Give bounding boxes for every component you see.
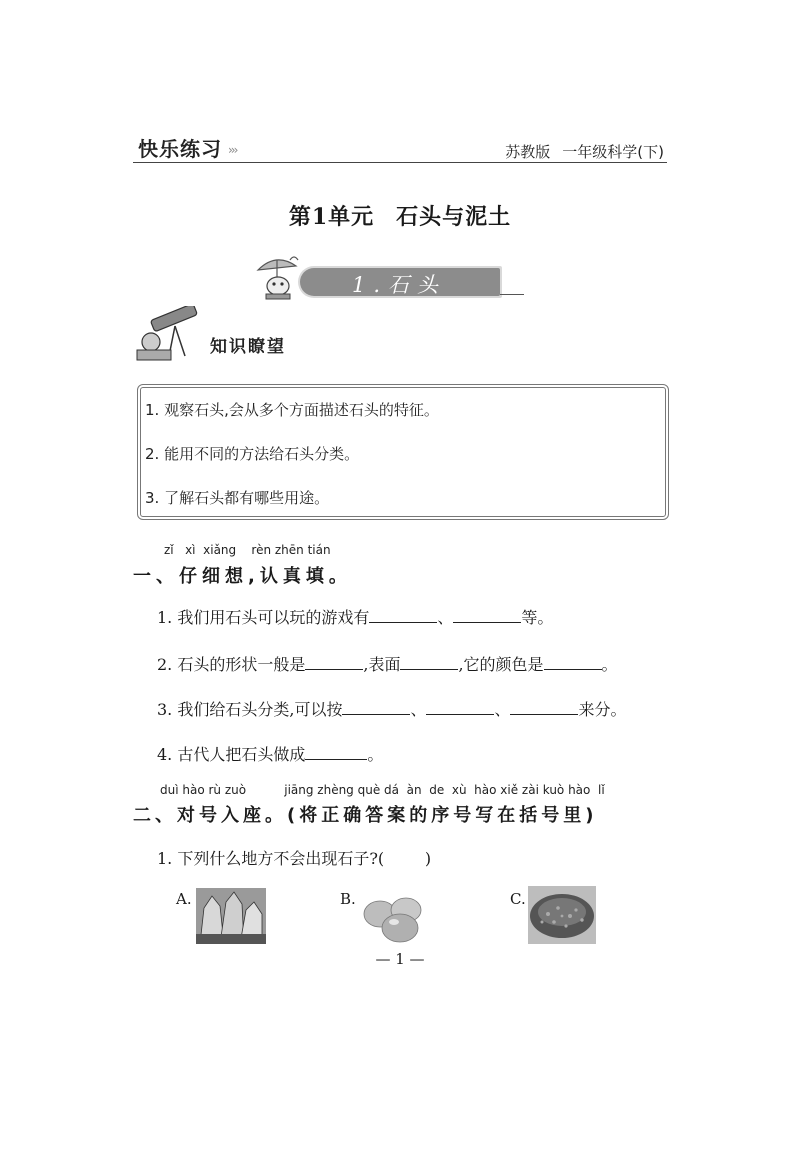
q1-text-a: 1. 我们用石头可以玩的游戏有 — [157, 608, 370, 627]
unit-title — [0, 200, 800, 231]
knowledge-item-3: 3. 了解石头都有哪些用途。 — [145, 489, 330, 507]
q3-text-d: 来分。 — [578, 700, 627, 719]
header-title: 快乐练习 — [138, 137, 222, 161]
option-c-label[interactable]: C. — [510, 890, 526, 908]
option-a-label[interactable]: A. — [176, 890, 192, 908]
mascot-umbrella-icon — [252, 250, 304, 302]
q1-text-b: 、 — [437, 608, 454, 627]
q2-text-d: 。 — [601, 655, 618, 674]
knowledge-item-2: 2. 能用不同的方法给石头分类。 — [145, 445, 360, 463]
q4-text-a: 4. 古代人把石头做成 — [157, 745, 306, 764]
banner-underline — [500, 294, 524, 295]
knowledge-title: 知识瞭望 — [210, 337, 286, 357]
q3-text-c: 、 — [494, 700, 511, 719]
q3-blank-2[interactable] — [426, 700, 494, 715]
question-1-4 — [157, 742, 383, 765]
question-2-1: 1. 下列什么地方不会出现石子?( ) — [157, 849, 432, 868]
q4-text-b: 。 — [367, 745, 384, 764]
telescope-icon — [133, 306, 205, 362]
q2-text-a: 2. 石头的形状一般是 — [157, 655, 306, 674]
q2-text-b: ,表面 — [363, 655, 401, 674]
header-course-info — [505, 141, 664, 162]
unit-label: 第1单元 — [288, 204, 375, 230]
q2-blank-1[interactable] — [305, 655, 363, 670]
section2-title: 二、对号入座。(将正确答案的序号写在括号里) — [133, 805, 598, 826]
publisher-label: 苏教版 — [505, 143, 551, 161]
q2-blank-2[interactable] — [400, 655, 458, 670]
question-1-1 — [157, 605, 553, 628]
q1-text-c: 等。 — [521, 608, 554, 627]
eggs-image[interactable] — [360, 892, 430, 944]
q2-blank-3[interactable] — [544, 655, 602, 670]
q2-text-c: ,它的颜色是 — [458, 655, 544, 674]
section1-pinyin: zǐ xì xiǎng rèn zhēn tián — [164, 543, 331, 557]
knowledge-item-1: 1. 观察石头,会从多个方面描述石头的特征。 — [145, 401, 439, 419]
section1-title: 一、仔细想,认真填。 — [133, 566, 352, 587]
q3-text-a: 3. 我们给石头分类,可以按 — [157, 700, 343, 719]
header-arrows: ››› — [228, 143, 237, 157]
lesson-title: 1.石头 — [352, 273, 447, 297]
header-divider — [133, 162, 667, 163]
section2-pinyin: duì hào rù zuò jiāng zhèng què dá àn de xù hào xiě zài kuò hào lǐ — [160, 783, 605, 797]
unit-name: 石头与泥土 — [396, 204, 512, 230]
question-1-3 — [157, 697, 627, 720]
q1-blank-1[interactable] — [369, 608, 437, 623]
q3-blank-1[interactable] — [342, 700, 410, 715]
option-b-label[interactable]: B. — [340, 890, 356, 908]
course-label: 一年级科学(下) — [562, 143, 664, 161]
page-number: — 1 — — [375, 950, 425, 968]
q3-blank-3[interactable] — [510, 700, 578, 715]
q3-text-b: 、 — [410, 700, 427, 719]
q1-blank-2[interactable] — [453, 608, 521, 623]
q4-blank-1[interactable] — [305, 745, 367, 760]
question-1-2 — [157, 652, 618, 675]
gravel-pile-image[interactable] — [528, 886, 596, 944]
rock-formation-image[interactable] — [196, 888, 266, 944]
